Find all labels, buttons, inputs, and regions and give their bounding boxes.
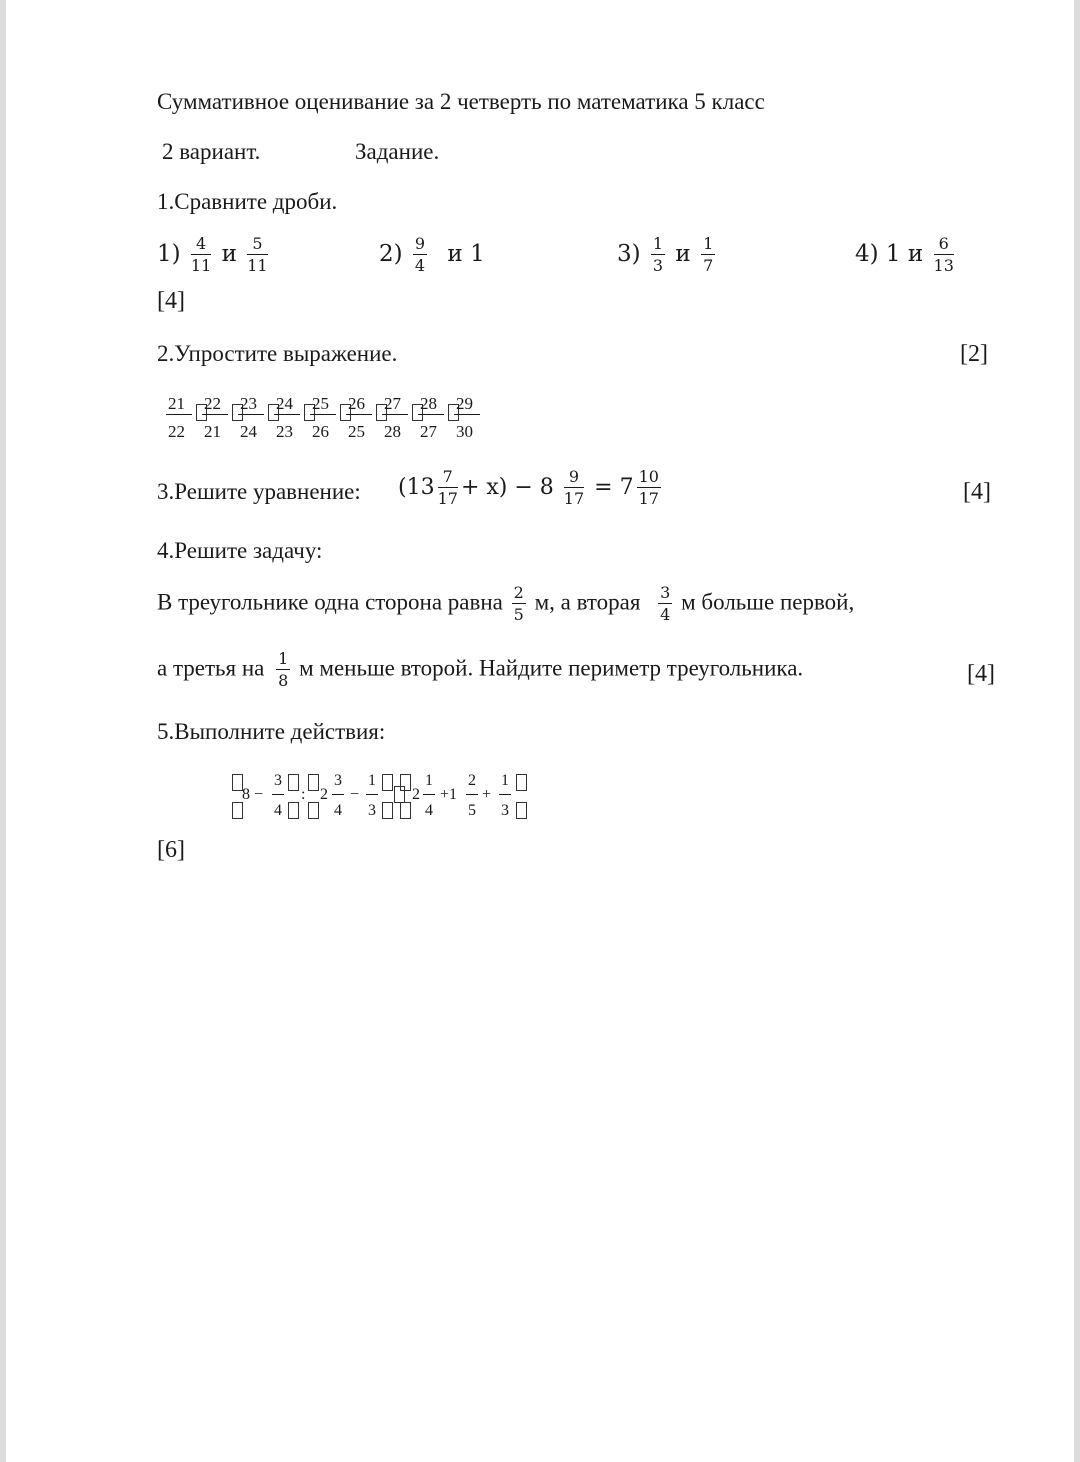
q4-text: В треугольнике одна сторона равна xyxy=(157,589,503,615)
fraction xyxy=(651,235,665,275)
fraction-bar xyxy=(202,414,228,415)
fraction-numerator: 24 xyxy=(276,394,293,413)
q1-mark: [4] xyxy=(157,288,185,314)
missing-glyph-icon xyxy=(516,802,527,819)
q4-heading: 4.Решите задачу: xyxy=(157,538,323,563)
fraction-denominator: 13 xyxy=(933,256,954,275)
fraction-denominator: 4 xyxy=(274,802,282,819)
q4-text: м меньше второй. Найдите периметр треугольника. xyxy=(299,655,804,681)
fraction-numerator: 4 xyxy=(191,235,211,255)
q4-line-2 xyxy=(157,650,803,690)
q1-item-1 xyxy=(157,235,271,275)
q4-mark: [4] xyxy=(967,661,995,687)
fraction xyxy=(191,235,211,275)
q1-item-label: 1) xyxy=(157,241,181,267)
fraction-numerator: 10 xyxy=(638,467,659,486)
fraction-denominator: 5 xyxy=(513,605,524,624)
fraction xyxy=(934,235,954,275)
fraction xyxy=(247,235,267,275)
fraction-bar xyxy=(274,414,300,415)
fraction-numerator: 28 xyxy=(420,394,437,413)
fraction-numerator: 1 xyxy=(652,234,664,253)
fraction-bar xyxy=(346,414,372,415)
missing-glyph-icon xyxy=(232,802,243,819)
fraction-numerator: 22 xyxy=(204,394,221,413)
fraction-denominator: 17 xyxy=(437,489,458,508)
fraction xyxy=(276,650,290,690)
fraction-denominator: 4 xyxy=(660,605,671,624)
q4-text: м больше первой, xyxy=(681,589,855,615)
fraction xyxy=(413,235,427,275)
fraction xyxy=(637,468,661,508)
expression-text: : xyxy=(301,786,306,803)
missing-glyph-icon xyxy=(400,802,411,819)
missing-glyph-icon xyxy=(516,774,527,791)
fraction-numerator: 9 xyxy=(564,468,584,488)
page-edge-right xyxy=(1074,0,1080,1462)
fraction-bar xyxy=(499,794,511,795)
fraction-denominator: 5 xyxy=(468,802,476,819)
q1-item-4 xyxy=(855,235,957,275)
conjunction: и 1 xyxy=(447,241,485,267)
missing-glyph-icon xyxy=(382,802,393,819)
fraction-denominator: 22 xyxy=(168,422,185,441)
fraction-numerator: 25 xyxy=(312,394,329,413)
missing-glyph-icon xyxy=(400,774,411,791)
q3-heading: 3.Решите уравнение: xyxy=(157,479,361,504)
fraction xyxy=(512,584,526,624)
fraction-denominator: 23 xyxy=(276,422,293,441)
fraction-bar xyxy=(382,414,408,415)
q1-item-3 xyxy=(617,235,718,275)
fraction-denominator: 21 xyxy=(204,422,221,441)
fraction-denominator: 8 xyxy=(278,671,289,690)
fraction-bar xyxy=(418,414,444,415)
fraction-bar xyxy=(310,414,336,415)
fraction-bar xyxy=(272,794,284,795)
fraction-denominator: 17 xyxy=(638,489,659,508)
fraction-numerator: 27 xyxy=(384,394,401,413)
fraction-numerator: 1 xyxy=(278,649,289,668)
q3-equation xyxy=(398,468,664,508)
fraction-numerator: 3 xyxy=(660,583,671,602)
fraction-denominator: 17 xyxy=(563,489,585,508)
expression-text: + xyxy=(482,786,492,803)
q1-heading: 1.Сравните дроби. xyxy=(157,189,338,214)
equation-text: + x) − 8 xyxy=(460,475,554,500)
q1-item-label: 4) xyxy=(855,241,879,267)
q4-line-1 xyxy=(157,584,854,624)
fraction-bar xyxy=(423,794,435,795)
fraction-bar xyxy=(466,794,478,795)
fraction-bar xyxy=(166,414,192,415)
q3-mark: [4] xyxy=(963,479,991,505)
lead-text: 1 и xyxy=(885,241,924,267)
fraction-numerator: 1 xyxy=(368,772,376,789)
q2-mark: [2] xyxy=(960,341,988,367)
fraction xyxy=(564,468,584,508)
fraction-numerator: 3 xyxy=(274,772,282,789)
fraction-denominator: 27 xyxy=(420,422,437,441)
missing-glyph-icon xyxy=(288,802,299,819)
document-title: Суммативное оценивание за 2 четверть по математика 5 класс xyxy=(157,89,765,114)
fraction-denominator: 3 xyxy=(652,256,664,275)
fraction-numerator: 7 xyxy=(438,468,458,488)
fraction-denominator: 4 xyxy=(414,256,426,275)
page-edge-left xyxy=(0,0,6,1462)
fraction-bar xyxy=(332,794,344,795)
fraction-denominator: 4 xyxy=(334,802,342,819)
equation-text: (13 xyxy=(398,475,435,500)
fraction-bar xyxy=(454,414,480,415)
fraction-numerator: 5 xyxy=(247,235,267,255)
fraction-numerator: 2 xyxy=(468,772,476,789)
expression-text: +1 xyxy=(440,786,458,803)
fraction-denominator: 4 xyxy=(425,802,433,819)
q4-text: м, а вторая xyxy=(534,589,641,615)
q2-expression xyxy=(166,392,486,444)
fraction xyxy=(438,468,458,508)
fraction-numerator: 2 xyxy=(513,583,524,602)
fraction-denominator: 3 xyxy=(501,802,509,819)
conjunction: и xyxy=(675,241,691,267)
fraction-numerator: 9 xyxy=(414,234,426,253)
missing-glyph-icon xyxy=(382,774,393,791)
q2-heading: 2.Упростите выражение. xyxy=(157,341,398,366)
fraction-numerator: 21 xyxy=(168,394,185,413)
fraction-numerator: 3 xyxy=(334,772,342,789)
variant-label: 2 вариант. xyxy=(162,139,261,164)
q5-mark: [6] xyxy=(157,837,185,863)
q1-item-2 xyxy=(379,235,485,275)
q1-item-label: 3) xyxy=(617,241,641,267)
fraction-numerator: 26 xyxy=(348,394,365,413)
fraction-numerator: 1 xyxy=(703,234,714,253)
conjunction: и xyxy=(221,241,237,267)
equation-text: = 7 xyxy=(594,475,634,500)
fraction-denominator: 28 xyxy=(384,422,401,441)
fraction-numerator: 29 xyxy=(456,394,473,413)
fraction-denominator: 24 xyxy=(240,422,257,441)
fraction-denominator: 25 xyxy=(348,422,365,441)
missing-glyph-icon xyxy=(288,774,299,791)
fraction-bar xyxy=(238,414,264,415)
fraction-denominator: 30 xyxy=(456,422,473,441)
expression-text: − xyxy=(350,786,360,803)
fraction xyxy=(658,584,672,624)
fraction-bar xyxy=(366,794,378,795)
fraction-denominator: 3 xyxy=(368,802,376,819)
fraction-numerator: 1 xyxy=(501,772,509,789)
fraction-numerator: 1 xyxy=(425,772,433,789)
missing-glyph-icon xyxy=(308,774,319,791)
expression-text: 2 xyxy=(320,786,328,803)
task-label: Задание. xyxy=(355,139,440,164)
fraction-denominator: 11 xyxy=(190,256,212,275)
missing-glyph-icon xyxy=(308,802,319,819)
q5-heading: 5.Выполните действия: xyxy=(157,719,386,744)
fraction-numerator: 23 xyxy=(240,394,257,413)
q4-text: а третья на xyxy=(157,655,265,681)
fraction-denominator: 11 xyxy=(247,256,268,275)
fraction-denominator: 7 xyxy=(703,256,714,275)
fraction-denominator: 26 xyxy=(312,422,329,441)
q1-item-label: 2) xyxy=(379,241,403,267)
expression-text: 8 − xyxy=(242,786,264,803)
expression-text: 2 xyxy=(412,786,420,803)
fraction xyxy=(701,235,715,275)
fraction-numerator: 6 xyxy=(934,235,954,255)
